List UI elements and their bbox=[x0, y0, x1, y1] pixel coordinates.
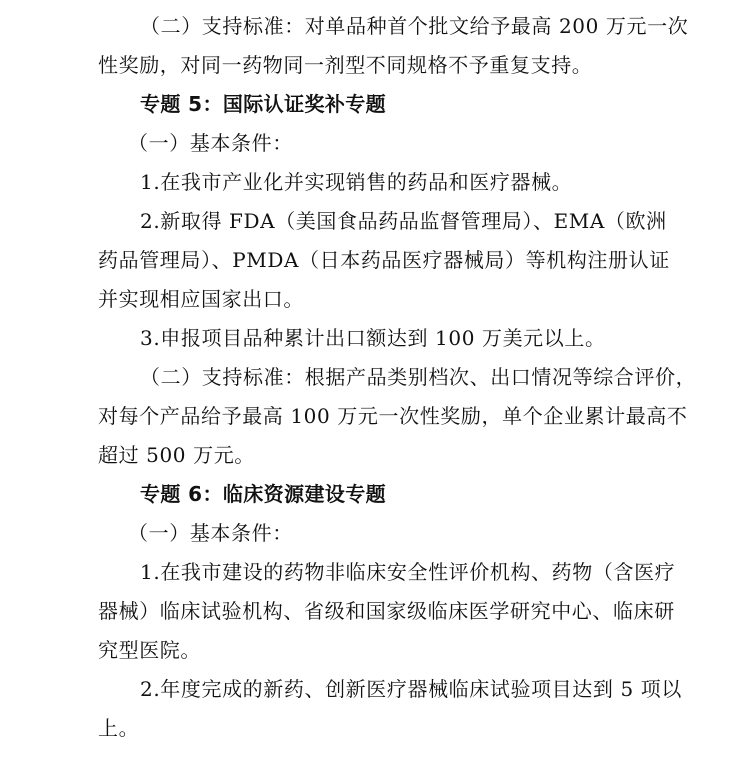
condition-item-2-line-2: 药品管理局）、PMDA（日本药品医疗器械局）等机构注册认证 bbox=[98, 248, 670, 272]
basic-conditions-heading-2: （一）基本条件： bbox=[128, 521, 293, 545]
support-standard-paragraph-2-line-3: 超过 500 万元。 bbox=[98, 443, 255, 467]
clinical-condition-item-1-line-1: 1.在我市建设的药物非临床安全性评价机构、药物（含医疗 bbox=[140, 560, 676, 584]
support-standard-paragraph-1-line-2: 性奖励，对同一药物同一剂型不同规格不予重复支持。 bbox=[98, 53, 593, 77]
basic-conditions-heading-1: （一）基本条件： bbox=[128, 131, 293, 155]
section-heading-topic-6: 专题 6：临床资源建设专题 bbox=[140, 482, 387, 506]
section-heading-topic-5: 专题 5：国际认证奖补专题 bbox=[140, 92, 387, 116]
clinical-condition-item-2-line-2: 上。 bbox=[98, 716, 140, 740]
clinical-condition-item-1-line-3: 究型医院。 bbox=[98, 638, 201, 662]
support-standard-paragraph-2-line-1: （二）支持标准：根据产品类别档次、出口情况等综合评价， bbox=[140, 365, 697, 389]
support-standard-paragraph-2-line-2: 对每个产品给予最高 100 万元一次性奖励，单个企业累计最高不 bbox=[98, 404, 688, 428]
clinical-condition-item-2-line-1: 2.年度完成的新药、创新医疗器械临床试验项目达到 5 项以 bbox=[140, 677, 682, 701]
support-standard-paragraph-1-line-1: （二）支持标准：对单品种首个批文给予最高 200 万元一次 bbox=[140, 14, 689, 38]
condition-item-2-line-3: 并实现相应国家出口。 bbox=[98, 287, 304, 311]
condition-item-1: 1.在我市产业化并实现销售的药品和医疗器械。 bbox=[140, 170, 573, 194]
clinical-condition-item-1-line-2: 器械）临床试验机构、省级和国家级临床医学研究中心、临床研 bbox=[98, 599, 675, 623]
condition-item-2-line-1: 2.新取得 FDA（美国食品药品监督管理局）、EMA（欧洲 bbox=[140, 209, 667, 233]
condition-item-3: 3.申报项目品种累计出口额达到 100 万美元以上。 bbox=[140, 326, 606, 350]
